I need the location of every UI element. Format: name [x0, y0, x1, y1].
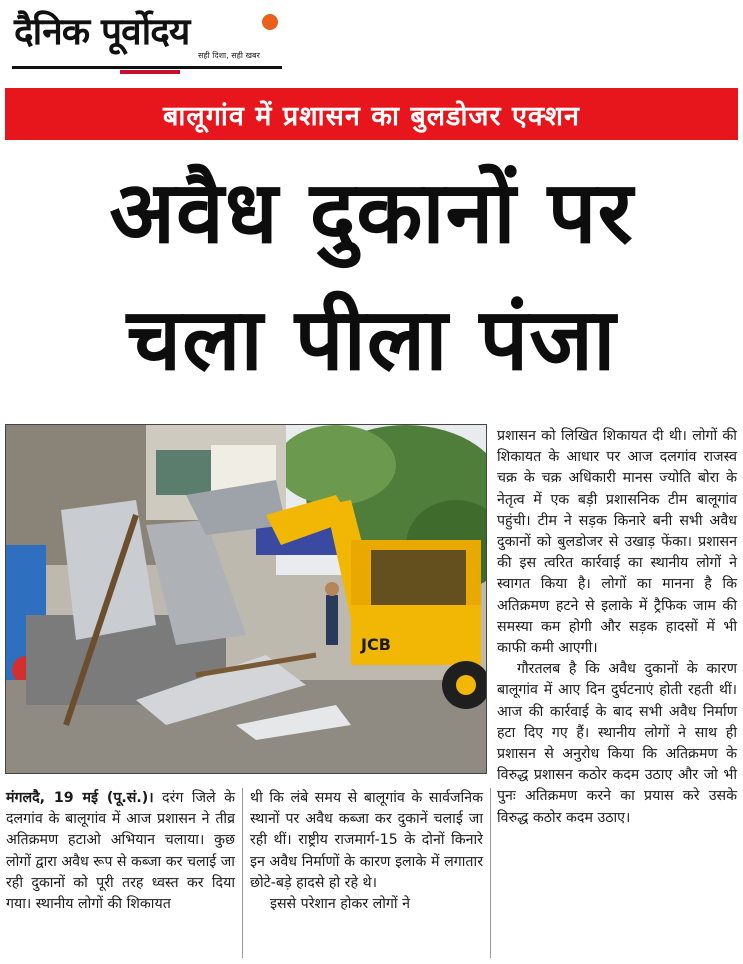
- kicker-banner: [5, 88, 738, 140]
- masthead-rule: [12, 66, 282, 69]
- kicker-text: बालूगांव में प्रशासन का बुलडोजर एक्शन: [162, 100, 580, 132]
- news-photo: [5, 424, 487, 774]
- article-column-bottom-middle: [250, 788, 483, 915]
- tagline: सही दिशा, सही खबर: [198, 51, 260, 60]
- article-column-bottom-left: [6, 788, 235, 915]
- article-paragraph: प्रशासन को लिखित शिकायत दी थी। लोगों की शिकायत के आधार पर आज दलगांव राजस्व चक्र के चक्र अधिकारी मानस ज्योति बोरा के नेतृत्व में एक बड़ी प्रशासनिक टीम बालूगांव पहुंची। टीम ने सड़क किनारे बनी सभी अवैध दुकानों को बुलडोजर से उखाड़ फेंका। प्रशासन की इस त्वरित कार्रवाई का स्थानीय लोगों ने स्वागत किया है। लोगों का मानना है कि अतिक्रमण हटने से इलाके में ट्रैफिक जाम की समस्या कम होगी और सड़क हादसों में भी काफी कमी आएगी।: [497, 428, 737, 657]
- article-paragraph: थी कि लंबे समय से बालूगांव के सार्वजनिक स्थानों पर अवैध कब्जा कर दुकानें चलाई जा रही थीं। राष्ट्रीय राजमार्ग-15 के दोनों किनारे इन अवैध निर्माणों के कारण इलाके में लगातार छोटे-बड़े हादसे हो रहे थे।: [250, 790, 483, 891]
- jcb-sign: JCB: [361, 635, 391, 654]
- headline-line-1: अवैध दुकानों पर: [109, 163, 634, 263]
- bulldozer-demolition-photo: [6, 425, 487, 774]
- article-column-right: [497, 426, 737, 829]
- article-paragraph: इससे परेशान होकर लोगों ने: [270, 896, 410, 913]
- article-text: दरंग जिले के दलगांव के बालूगांव में आज प्रशासन ने तीव्र अतिक्रमण हटाओ अभियान चलाया। कुछ लोगों द्वारा अवैध रूप से कब्जा कर चलाई जा रही दुकानों को पूरी तरह ध्वस्त कर दिया गया। स्थानीय लोगों की शिकायत: [6, 790, 235, 913]
- masthead-red-accent: [120, 70, 180, 74]
- column-divider: [490, 788, 491, 958]
- dateline: मंगलदै, 19 मई (पू.सं.)।: [6, 790, 154, 806]
- headline-line-2: चला पीला पंजा: [126, 290, 617, 390]
- logo-dot-icon: [262, 14, 278, 30]
- masthead: [0, 0, 743, 78]
- newspaper-logo: दैनिक पूर्वोदय: [14, 9, 190, 53]
- article-paragraph: [6, 788, 235, 915]
- column-divider: [242, 788, 243, 958]
- article-paragraph: गौरतलब है कि अवैध दुकानों के कारण बालूगांव में आए दिन दुर्घटनाएं होती रहती थीं। आज की कार्रवाई के बाद सभी अवैध निर्माण हटा दिए गए हैं। स्थानीय लोगों ने साथ ही प्रशासन से अनुरोध किया कि अतिक्रमण के विरुद्ध प्रशासन कठोर कदम उठाए और जो भी पुनः अतिक्रमण करने का प्रयास करे उसके विरुद्ध कठोर कदम उठाए।: [497, 661, 737, 826]
